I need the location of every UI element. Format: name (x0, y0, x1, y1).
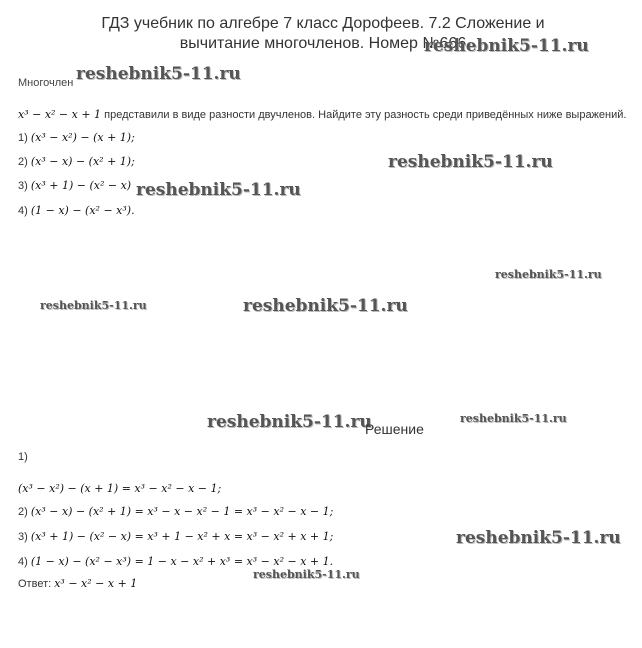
title-line-2-text: вычитание многочленов. Номер №666 (179, 35, 467, 52)
option-expression: (x³ + 1) − (x² − x) (30, 179, 132, 192)
answer-expression: x³ − x² − x + 1 (54, 577, 138, 590)
title-line-1: ГДЗ учебник по алгебре 7 класс Дорофеев. 7.2 Сложение и (101, 15, 545, 32)
watermark: reshebnik5-11.ru (207, 412, 372, 432)
answer-label: Ответ: (18, 578, 55, 590)
option-expression: (x³ − x) − (x² + 1); (30, 155, 135, 168)
solution-line (18, 505, 333, 518)
option-item (18, 155, 135, 168)
watermark: reshebnik5-11.ru (495, 268, 602, 281)
solution-number: 4) (18, 556, 28, 568)
option-expression: (1 − x) − (x² − x³). (30, 204, 135, 217)
watermark: reshebnik5-11.ru (40, 299, 147, 312)
option-number: 4) (18, 205, 28, 217)
watermark: reshebnik5-11.ru (424, 36, 589, 56)
solution-number: 2) (18, 506, 28, 518)
option-item (18, 179, 131, 192)
watermark: reshebnik5-11.ru (388, 152, 553, 172)
task-expression: x³ − x² − x + 1 (18, 108, 102, 121)
task-label: Многочлен (18, 77, 74, 89)
watermark: reshebnik5-11.ru (136, 180, 301, 200)
task-statement-text: представили в виде разности двучленов. Найдите эту разность среди приведённых ниже выражений. (101, 109, 627, 121)
solution-number: 3) (18, 531, 28, 543)
watermark: reshebnik5-11.ru (76, 64, 241, 84)
option-expression: (x³ − x²) − (x + 1); (30, 131, 135, 144)
solution-expression: (x³ + 1) − (x² − x) = x³ + 1 − x² + x = x³ − x² + x + 1; (30, 530, 334, 543)
option-number: 3) (18, 180, 28, 192)
option-item (18, 204, 135, 217)
solution-line (18, 530, 333, 543)
solution-line (18, 482, 221, 495)
option-number: 1) (18, 132, 28, 144)
watermark: reshebnik5-11.ru (456, 528, 621, 548)
solution-heading: Решение (365, 421, 424, 437)
solution-expression: (x³ − x) − (x² + 1) = x³ − x − x² − 1 = x³ − x² − x − 1; (30, 505, 334, 518)
watermark: reshebnik5-11.ru (253, 568, 360, 581)
watermark: reshebnik5-11.ru (243, 296, 408, 316)
solution-expression: (x³ − x²) − (x + 1) = x³ − x² − x − 1; (18, 482, 222, 495)
task-statement (18, 108, 626, 121)
option-number: 2) (18, 156, 28, 168)
solution-line (18, 555, 333, 568)
solution-expression: (1 − x) − (x² − x³) = 1 − x − x² + x³ = x³ − x² − x + 1. (30, 555, 334, 568)
answer-line (18, 577, 137, 590)
option-item (18, 131, 135, 144)
solution-intro: 1) (18, 451, 28, 463)
watermark: reshebnik5-11.ru (460, 412, 567, 425)
